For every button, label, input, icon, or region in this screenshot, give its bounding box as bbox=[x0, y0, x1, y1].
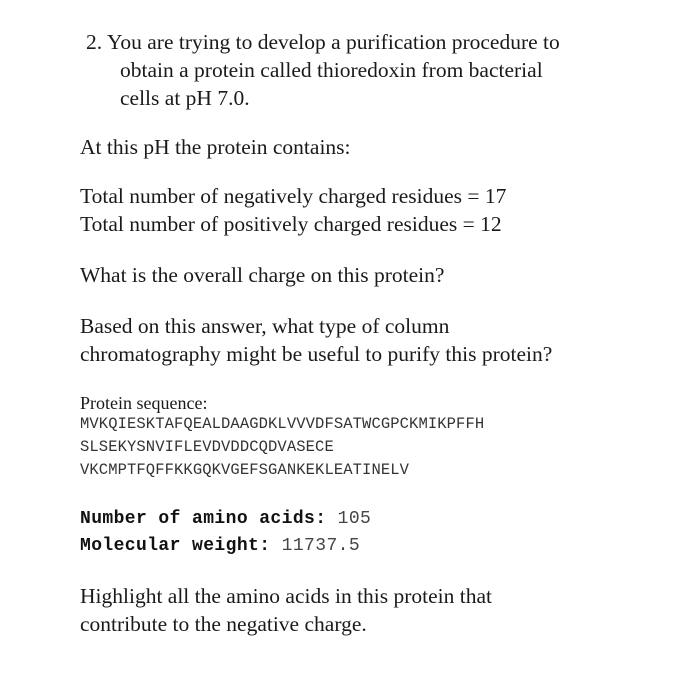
chromatography-question-line-1: Based on this answer, what type of column bbox=[80, 314, 450, 338]
question-text-line-2: obtain a protein called thioredoxin from bacterial bbox=[120, 58, 543, 82]
overall-charge-question: What is the overall charge on this protein? bbox=[80, 263, 445, 287]
molecular-weight-value: 11737.5 bbox=[281, 536, 361, 556]
sequence-line-3: VKCMPTFQFFKKGQKVGEFSGANKEKLEATINELV bbox=[80, 461, 410, 479]
amino-acid-count-value: 105 bbox=[337, 509, 372, 529]
sequence-line-2: SLSEKYSNVIFLEVDVDDCQDVASECE bbox=[80, 438, 334, 456]
positive-residues-count: Total number of positively charged residues = 12 bbox=[80, 212, 502, 236]
highlight-instruction-line-2: contribute to the negative charge. bbox=[80, 612, 367, 636]
sequence-line-1: MVKQIESKTAFQEALDAAGDKLVVVDFSATWCGPCKMIKPFFH bbox=[80, 415, 485, 433]
sequence-label: Protein sequence: bbox=[80, 393, 208, 413]
negative-residues-count: Total number of negatively charged residues = 17 bbox=[80, 184, 507, 208]
chromatography-question-line-2: chromatography might be useful to purify this protein? bbox=[80, 342, 553, 366]
molecular-weight-label: Molecular weight: bbox=[80, 536, 271, 556]
highlight-instruction-line-1: Highlight all the amino acids in this protein that bbox=[80, 584, 493, 608]
question-text-line-3: cells at pH 7.0. bbox=[120, 86, 250, 110]
amino-acid-count bbox=[80, 506, 371, 532]
molecular-weight bbox=[80, 533, 360, 559]
question-number: 2. bbox=[86, 30, 103, 54]
contains-intro: At this pH the protein contains: bbox=[80, 135, 351, 159]
amino-acid-count-label: Number of amino acids: bbox=[80, 509, 327, 529]
question-text-line-1: You are trying to develop a purification procedure to bbox=[107, 30, 560, 54]
